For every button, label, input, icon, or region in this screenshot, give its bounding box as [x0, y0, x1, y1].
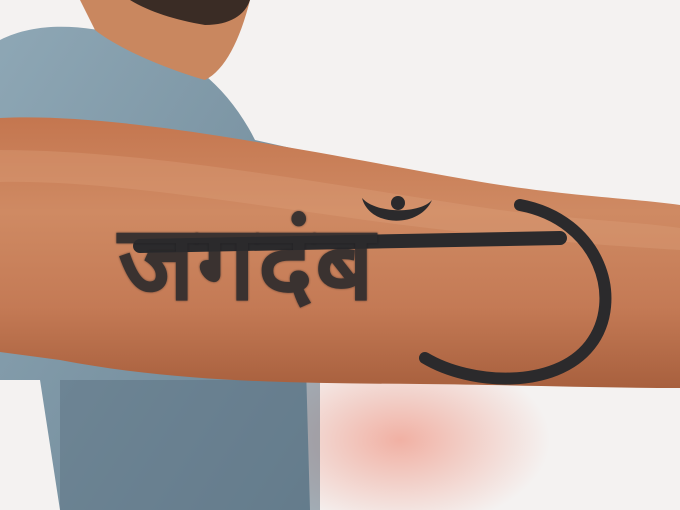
tattoo-lettering: जगदंब	[118, 202, 377, 324]
shirt-shadow	[60, 380, 320, 510]
